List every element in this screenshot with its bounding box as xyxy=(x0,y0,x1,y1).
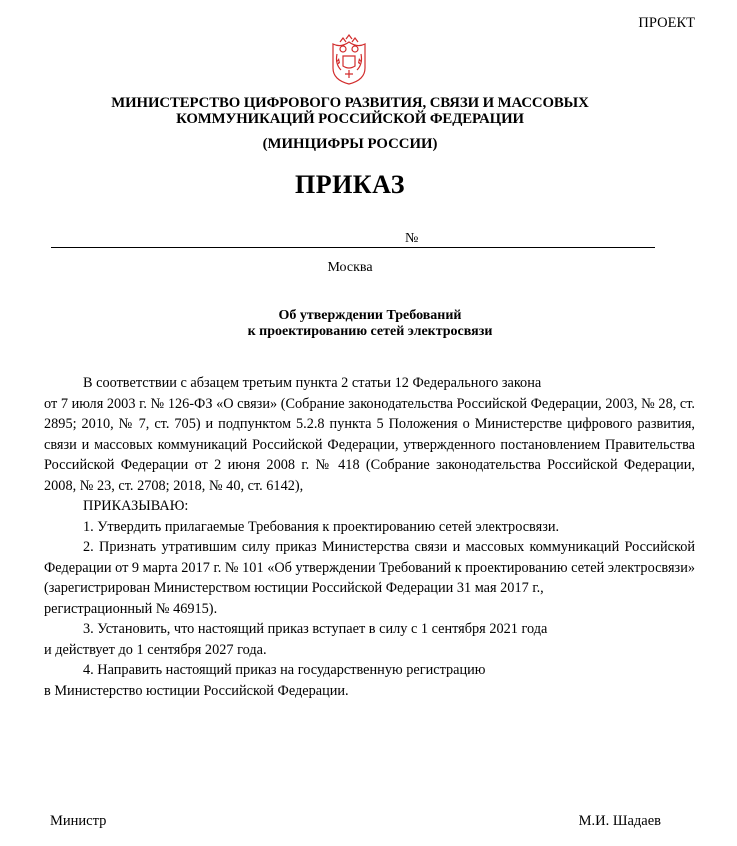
order-subject xyxy=(0,308,737,340)
preamble-first-line: В соответствии с абзацем третьим пункта 2 статьи 12 Федерального закона xyxy=(83,375,542,391)
order-subject-line1: Об утверждении Требований xyxy=(278,308,462,323)
order-body xyxy=(44,373,695,701)
item-4-line1: 4. Направить настоящий приказ на государственную регистрацию xyxy=(83,662,486,678)
item-2: 2. Признать утратившим силу приказ Министерства связи и массовых коммуникаций Российской Федерации от 9 марта 2017 г. № 101 «Об утверждении Требований к проектированию сетей электросвязи» (зарегистрирован Министерством юстиции Российской Федерации 31 мая 2017 г., xyxy=(44,539,695,596)
order-subject-line2: к проектированию сетей электросвязи xyxy=(247,324,493,339)
coat-of-arms-icon xyxy=(327,34,371,86)
signer-title: Министр xyxy=(50,813,107,829)
order-number-sign: № xyxy=(405,231,419,246)
ministry-name xyxy=(0,95,700,127)
ministry-name-line2: КОММУНИКАЦИЙ РОССИЙСКОЙ ФЕДЕРАЦИИ xyxy=(176,111,524,127)
preamble-text: от 7 июля 2003 г. № 126-ФЗ «О связи» (Собрание законодательства Российской Федерации, 2003, № 28, ст. 2895; 2010, № 7, ст. 705) и подпунктом 5.2.8 пункта 5 Положения о Министерстве цифрового развития, связи и массовых коммуникаций Российской Федерации, утвержденного постановлением Правительства Российской Федерации от 2 июня 2008 г. № 418 (Собрание законодательства Российской Федерации, 2008, № 23, ст. 2708; 2018, № 40, ст. 6142), xyxy=(44,395,695,494)
draft-mark: ПРОЕКТ xyxy=(638,15,695,31)
city: Москва xyxy=(327,260,373,275)
item-3-line2: и действует до 1 сентября 2027 года. xyxy=(44,641,267,658)
item-4-line2: в Министерство юстиции Российской Федерации. xyxy=(44,682,349,699)
item-2-tail: регистрационный № 46915). xyxy=(44,600,218,617)
ministry-name-line1: МИНИСТЕРСТВО ЦИФРОВОГО РАЗВИТИЯ, СВЯЗИ И МАССОВЫХ xyxy=(111,95,589,111)
signer-name: М.И. Шадаев xyxy=(578,813,661,829)
ministry-short-name: (МИНЦИФРЫ РОССИИ) xyxy=(262,136,438,152)
order-title: ПРИКАЗ xyxy=(294,170,406,199)
order-number-line xyxy=(51,247,655,248)
order-word: ПРИКАЗЫВАЮ: xyxy=(83,498,189,514)
item-1: 1. Утвердить прилагаемые Требования к проектированию сетей электросвязи. xyxy=(83,518,560,535)
item-3-line1: 3. Установить, что настоящий приказ вступает в силу с 1 сентября 2021 года xyxy=(83,621,548,637)
